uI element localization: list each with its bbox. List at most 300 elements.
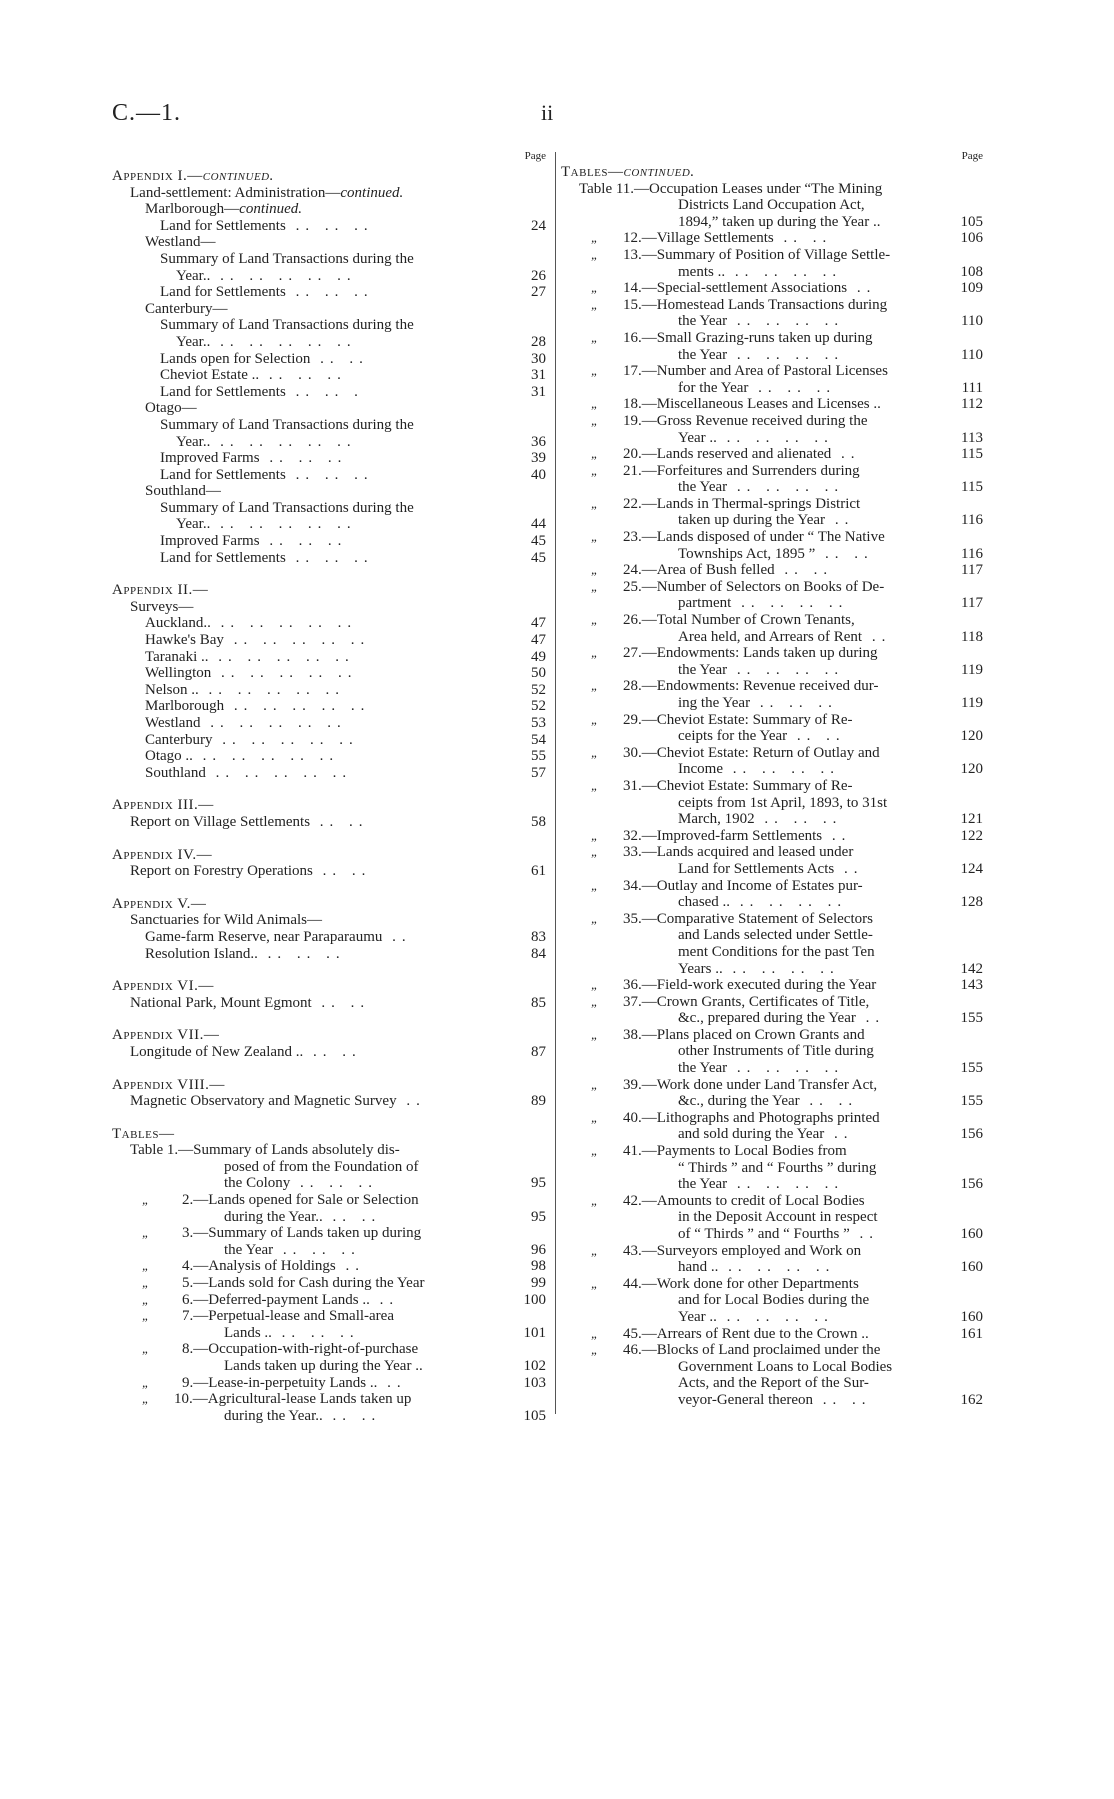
toc-entry [561, 828, 983, 845]
dot-leader: .. .. .. .. .. [210, 615, 358, 632]
page-ref: 102 [523, 1358, 546, 1374]
dot-leader: .. .. .. [259, 450, 348, 467]
toc-entry [561, 745, 983, 762]
toc-entry [112, 384, 546, 401]
toc-entry-title: hand .. .. .. .. .. [678, 1259, 836, 1276]
ditto-mark: „ [591, 1242, 599, 1258]
toc-entry-title: 26.—Total Number of Crown Tenants, [623, 612, 855, 629]
toc-entry-title: 6.—Deferred-payment Lands .. .. [182, 1291, 400, 1308]
toc-entry-title: Otago— [145, 400, 197, 417]
ditto-mark: „ [142, 1275, 150, 1291]
toc-entry-title: ceipts from 1st April, 1893, to 31st [678, 794, 888, 811]
toc-entry [561, 230, 983, 247]
toc-entry [112, 698, 546, 715]
toc-entry [112, 1225, 546, 1242]
dot-leader: .. [862, 628, 892, 645]
ditto-mark: „ [591, 1143, 599, 1159]
ditto-mark: „ [591, 645, 599, 661]
ditto-mark: „ [591, 363, 599, 379]
page-ref: 161 [960, 1325, 983, 1342]
continued-note: continued. [623, 164, 695, 180]
dot-leader: .. .. [322, 1208, 382, 1225]
toc-entry [112, 748, 546, 765]
toc-entry-title: Appendix V.— [112, 895, 207, 912]
toc-entry [112, 1375, 546, 1392]
section-gap [112, 1061, 546, 1077]
toc-entry [561, 1160, 983, 1177]
toc-entry [561, 380, 983, 397]
dot-leader: .. .. .. .. .. [205, 764, 353, 781]
page-ref: 45 [531, 549, 546, 566]
toc-entry [112, 434, 546, 451]
toc-entry [561, 330, 983, 347]
page-ref: 39 [531, 450, 546, 467]
toc-entry [112, 1325, 546, 1342]
toc-entry-title: Taranaki .. .. .. .. .. .. [145, 648, 355, 665]
dot-leader: .. .. [322, 1407, 382, 1424]
right-contents-column [561, 150, 983, 1409]
toc-entry [561, 496, 983, 513]
section-gap [112, 1110, 546, 1126]
page-ref: 110 [961, 313, 983, 330]
toc-entry-title: ceipts for the Year .. .. [678, 728, 846, 745]
toc-entry-title: 13.—Summary of Position of Village Settle- [623, 246, 891, 263]
dot-leader: .. .. .. .. .. [210, 433, 357, 450]
toc-entry-title: Land for Settlements .. .. . [160, 383, 364, 400]
toc-entry [112, 1292, 546, 1309]
toc-entry-title: Appendix I.—continued. [112, 168, 274, 184]
toc-entry-title: for the Year .. .. .. [678, 379, 837, 396]
page-ref: 103 [523, 1374, 546, 1391]
toc-entry [561, 944, 983, 961]
dot-leader: .. .. .. .. .. [211, 665, 358, 682]
page-ref: 105 [960, 213, 983, 230]
toc-entry [112, 797, 546, 814]
toc-entry [112, 251, 546, 268]
toc-entry-title: other Instruments of Title during [678, 1043, 874, 1060]
left-contents-column [112, 150, 546, 1424]
toc-entry-title: 36.—Field-work executed during the Year [623, 977, 877, 994]
page-ref: 116 [961, 545, 983, 562]
ditto-mark: „ [591, 329, 599, 345]
page-column-label: Page [961, 150, 983, 162]
page-ref: 98 [531, 1258, 546, 1275]
toc-entry [112, 334, 546, 351]
toc-entry [561, 313, 983, 330]
toc-entry-title: Hawke's Bay .. .. .. .. .. [145, 632, 371, 649]
dot-leader: .. .. .. .. .. [210, 267, 357, 284]
toc-entry [112, 1027, 546, 1044]
page-ref: 100 [523, 1291, 546, 1308]
dot-leader: .. .. .. .. [725, 263, 843, 280]
toc-entry-title: ment Conditions for the past Ten [678, 943, 875, 960]
page-ref: 52 [531, 698, 546, 715]
toc-entry-title: taken up during the Year .. [678, 512, 855, 529]
toc-entry-title: and sold during the Year .. [678, 1126, 854, 1143]
toc-entry-title: 41.—Payments to Local Bodies from [623, 1143, 847, 1160]
toc-entry-title: 4.—Analysis of Holdings .. [182, 1258, 365, 1275]
dot-leader: .. .. .. .. [722, 960, 840, 977]
toc-entry-title: Magnetic Observatory and Magnetic Survey .. [130, 1093, 426, 1110]
page-ref: 117 [961, 562, 983, 579]
page-ref: 58 [531, 813, 546, 830]
toc-entry [112, 1192, 546, 1209]
toc-entry-title: and for Local Bodies during the [678, 1292, 870, 1309]
toc-entry [112, 1044, 546, 1061]
ditto-mark: „ [591, 412, 599, 428]
toc-entry [561, 1292, 983, 1309]
toc-entry [561, 844, 983, 861]
dot-leader: .. [822, 827, 852, 844]
toc-entry [561, 463, 983, 480]
toc-entry-title: Tables— [112, 1125, 175, 1142]
toc-entry-title: 14.—Special-settlement Associations .. [623, 280, 877, 297]
ditto-mark: „ [591, 844, 599, 860]
page-ref: 106 [960, 230, 983, 247]
toc-entry [112, 351, 546, 368]
toc-entry-title: the Year .. .. .. .. [678, 661, 845, 678]
toc-entry-title: Land for Settlements .. .. .. [160, 284, 374, 301]
page-ref: 83 [531, 928, 546, 945]
toc-entry [112, 978, 546, 995]
toc-entry [112, 1408, 546, 1425]
ditto-mark: „ [591, 977, 599, 993]
toc-entry [112, 301, 546, 318]
dot-leader: .. .. [799, 1093, 859, 1110]
ditto-mark: „ [591, 1325, 599, 1341]
ditto-mark: „ [591, 910, 599, 926]
toc-entry [561, 214, 983, 231]
toc-entry [561, 1077, 983, 1094]
toc-entry [561, 678, 983, 695]
toc-entry [112, 599, 546, 616]
page-ref: 44 [531, 516, 546, 533]
ditto-mark: „ [142, 1391, 150, 1407]
toc-entry-title: Area held, and Arrears of Rent .. [678, 628, 892, 645]
toc-entry [112, 649, 546, 666]
toc-entry [112, 1126, 546, 1143]
toc-entry-title: Appendix VIII.— [112, 1076, 225, 1093]
toc-entry [561, 579, 983, 596]
page-ref: 105 [523, 1407, 546, 1424]
dot-leader: .. [847, 280, 877, 297]
dot-leader: .. .. .. .. .. [210, 333, 357, 350]
page-ref: 27 [531, 284, 546, 301]
dot-leader: .. [849, 1226, 880, 1242]
toc-entry-title: Improved Farms .. .. .. [160, 533, 348, 550]
page-column-label: Page [524, 150, 546, 162]
dot-leader: .. .. [773, 230, 833, 247]
toc-entry [112, 1077, 546, 1094]
toc-entry-title: Auckland.. .. .. .. .. .. [145, 615, 358, 632]
toc-entry-title: Report on Village Settlements .. .. [130, 813, 369, 830]
ditto-mark: „ [591, 777, 599, 793]
toc-entry [112, 946, 546, 963]
toc-entry-title: Acts, and the Report of the Sur- [678, 1375, 869, 1392]
toc-entry-title: Canterbury .. .. .. .. .. [145, 731, 359, 748]
toc-entry [561, 1209, 983, 1226]
toc-entry [561, 595, 983, 612]
dot-leader: .. .. [311, 994, 371, 1011]
toc-entry [561, 728, 983, 745]
page-ref: 119 [961, 695, 983, 711]
dot-leader: .. [825, 512, 855, 529]
ditto-mark: „ [591, 396, 599, 412]
section-gap [112, 880, 546, 896]
toc-entry-title: 45.—Arrears of Rent due to the Crown .. [623, 1325, 869, 1342]
toc-entry [112, 467, 546, 484]
toc-entry [112, 483, 546, 500]
toc-entry-title: 42.—Amounts to credit of Local Bodies [623, 1192, 865, 1209]
ditto-mark: „ [142, 1258, 150, 1274]
page-ref: 24 [531, 217, 546, 234]
dot-leader: .. .. .. .. .. [198, 681, 345, 698]
toc-entry-title: 43.—Surveyors employed and Work on [623, 1242, 862, 1259]
toc-entry-title: 10.—Agricultural-lease Lands taken up [174, 1391, 412, 1408]
toc-entry-title: 2.—Lands opened for Sale or Selection [182, 1192, 419, 1209]
page-ref: 117 [961, 595, 983, 612]
toc-entry-title: the Year .. .. .. .. [678, 479, 845, 496]
page-ref: 143 [960, 977, 983, 994]
dot-leader: .. [382, 928, 412, 945]
dot-leader: .. .. .. [754, 811, 843, 828]
toc-entry [112, 1275, 546, 1292]
toc-entry [112, 1142, 546, 1159]
ditto-mark: „ [591, 827, 599, 843]
toc-entry [112, 450, 546, 467]
toc-entry [561, 164, 983, 181]
continued-note: continued. [202, 168, 274, 184]
dot-leader: .. .. .. .. .. [208, 648, 355, 665]
toc-entry [561, 280, 983, 297]
page-ref: 113 [961, 429, 983, 446]
toc-entry-title: 32.—Improved-farm Settlements .. [623, 827, 852, 844]
toc-entry-title: 27.—Endowments: Lands taken up during [623, 645, 878, 662]
page-ref: 85 [531, 994, 546, 1011]
page-ref: 115 [961, 446, 983, 463]
page-ref: 49 [531, 648, 546, 665]
toc-entry-title: during the Year.. .. .. [224, 1208, 382, 1225]
toc-entry-title: Summary of Land Transactions during the [160, 499, 414, 516]
dot-leader: .. .. .. .. .. [200, 715, 347, 731]
toc-entry-title: 33.—Lands acquired and leased under [623, 844, 854, 861]
toc-entry-title: Appendix IV.— [112, 846, 213, 863]
page-ref: 156 [960, 1176, 983, 1193]
toc-entry-title: Southland— [145, 483, 221, 500]
page-ref: 120 [960, 728, 983, 745]
toc-entry-title: 23.—Lands disposed of under “ The Native [623, 529, 885, 546]
dot-leader: .. .. [310, 813, 369, 830]
dot-leader: .. .. .. .. [730, 894, 848, 911]
dot-leader: .. .. .. [259, 533, 348, 550]
ditto-mark: „ [591, 744, 599, 760]
page-ref: 53 [531, 715, 546, 731]
page-ref: 31 [531, 383, 546, 400]
toc-entry [112, 516, 546, 533]
toc-entry [561, 264, 983, 281]
toc-entry [561, 612, 983, 629]
toc-entry [561, 1126, 983, 1143]
dot-leader: .. .. .. [750, 695, 838, 711]
page-ref: 101 [523, 1324, 546, 1341]
ditto-mark: „ [142, 1225, 150, 1241]
dot-leader: .. .. [774, 562, 834, 579]
ditto-mark: „ [591, 280, 599, 296]
toc-entry [112, 234, 546, 251]
ditto-mark: „ [591, 1192, 599, 1208]
toc-entry [112, 665, 546, 682]
toc-entry [561, 795, 983, 812]
dot-leader: .. .. .. [271, 1324, 360, 1341]
dot-leader: .. .. .. .. [716, 1308, 834, 1325]
toc-entry [561, 778, 983, 795]
toc-entry-title: 21.—Forfeitures and Surrenders during [623, 462, 860, 479]
toc-entry [561, 1309, 983, 1326]
toc-entry-title: 16.—Small Grazing-runs taken up during [623, 329, 873, 346]
toc-entry-title: and Lands selected under Settle- [678, 927, 873, 944]
page-ref: 155 [960, 1093, 983, 1110]
ditto-mark: „ [591, 678, 599, 694]
ditto-mark: „ [591, 462, 599, 478]
toc-entry [561, 430, 983, 447]
section-gap [112, 1011, 546, 1027]
toc-entry [561, 562, 983, 579]
toc-entry [561, 1060, 983, 1077]
toc-entry [561, 347, 983, 364]
toc-entry-title: National Park, Mount Egmont .. .. [130, 994, 371, 1011]
dot-leader: .. .. .. .. [727, 479, 845, 496]
page-ref: 54 [531, 731, 546, 748]
page-ref: 111 [961, 379, 983, 396]
toc-entry [561, 1027, 983, 1044]
toc-entry [561, 1392, 983, 1409]
page-ref: 120 [960, 761, 983, 778]
page-ref: 99 [531, 1275, 546, 1292]
page-ref: 142 [960, 960, 983, 977]
toc-entry [112, 1308, 546, 1325]
page-ref: 108 [960, 263, 983, 280]
toc-entry-title: Year.. .. .. .. .. .. [176, 516, 357, 533]
toc-entry [112, 1093, 546, 1110]
dot-leader: .. .. .. [290, 1175, 378, 1192]
toc-entry-title: the Year .. .. .. [224, 1241, 361, 1258]
toc-entry [561, 645, 983, 662]
toc-entry-title: the Year .. .. .. .. [678, 1176, 845, 1193]
toc-entry-title: Appendix II.— [112, 582, 209, 599]
ditto-mark: „ [591, 578, 599, 594]
toc-entry-title: 17.—Number and Area of Pastoral Licenses [623, 363, 888, 380]
toc-entry [112, 268, 546, 285]
page-ref: 155 [960, 1010, 983, 1027]
toc-entry-title: Southland .. .. .. .. .. [145, 764, 353, 781]
toc-entry [112, 533, 546, 550]
toc-entry-title: the Colony .. .. .. [224, 1175, 378, 1192]
toc-entry [112, 168, 546, 185]
ditto-mark: „ [591, 877, 599, 893]
toc-entry [561, 529, 983, 546]
toc-entry-title: of “ Thirds ” and “ Fourths ” .. [678, 1226, 880, 1242]
toc-entry [112, 201, 546, 218]
toc-entry [112, 715, 546, 732]
page-ref: 47 [531, 632, 546, 649]
toc-entry-title: Appendix VI.— [112, 978, 214, 995]
dot-leader: .. [824, 1126, 854, 1143]
toc-entry-title: Summary of Land Transactions during the [160, 416, 414, 433]
dot-leader: .. .. .. .. .. [223, 632, 371, 649]
toc-entry-title: Longitude of New Zealand .. .. .. [130, 1043, 362, 1060]
dot-leader: .. .. .. .. .. [212, 731, 359, 748]
dot-leader: .. .. .. [285, 217, 374, 234]
dot-leader: .. .. [787, 728, 846, 745]
toc-entry-title: Nelson .. .. .. .. .. .. [145, 681, 345, 698]
dot-leader: .. .. .. .. [727, 346, 845, 363]
ditto-mark: „ [142, 1374, 150, 1390]
page-ref: 156 [960, 1126, 983, 1143]
toc-entry-title: ing the Year .. .. .. [678, 695, 838, 711]
toc-entry [561, 1143, 983, 1160]
page-ref: 50 [531, 665, 546, 682]
dot-leader: .. [335, 1258, 365, 1275]
toc-entry-title: “ Thirds ” and “ Fourths ” during [678, 1159, 877, 1176]
toc-entry-title: 12.—Village Settlements .. .. [623, 230, 833, 247]
toc-entry [561, 1259, 983, 1276]
toc-entry-title: Year .. .. .. .. .. [678, 1308, 834, 1325]
ditto-mark: „ [591, 446, 599, 462]
toc-entry [561, 1226, 983, 1243]
page-ref: 118 [961, 628, 983, 645]
ditto-mark: „ [591, 246, 599, 262]
toc-entry-title: 31.—Cheviot Estate: Summary of Re- [623, 777, 853, 794]
toc-entry [561, 1176, 983, 1193]
toc-entry-title: Townships Act, 1895 ” .. .. [678, 545, 874, 562]
toc-entry-title: Report on Forestry Operations .. .. [130, 863, 372, 880]
toc-entry [561, 197, 983, 214]
toc-entry-title: Game-farm Reserve, near Paraparaumu .. [145, 928, 412, 945]
toc-entry [561, 396, 983, 413]
toc-entry-title: Canterbury— [145, 300, 228, 317]
dot-leader: .. [377, 1374, 407, 1391]
toc-entry-title: Year.. .. .. .. .. .. [176, 433, 357, 450]
toc-entry [112, 1341, 546, 1358]
dot-leader: .. .. [815, 545, 874, 562]
toc-entry-title: Marlborough .. .. .. .. .. [145, 698, 371, 715]
page-ref: 119 [961, 661, 983, 678]
toc-entry-title: posed of from the Foundation of [224, 1158, 419, 1175]
toc-entry-title: 38.—Plans placed on Crown Grants and [623, 1026, 865, 1043]
dot-leader: .. .. .. .. .. [224, 698, 371, 715]
toc-entry-title: Westland— [145, 234, 216, 251]
toc-entry-title: 7.—Perpetual-lease and Small-area [182, 1308, 394, 1325]
toc-entry [561, 811, 983, 828]
toc-entry [112, 765, 546, 782]
toc-entry-title: Otago .. .. .. .. .. .. [145, 748, 340, 765]
toc-entry-title: the Year .. .. .. .. [678, 346, 845, 363]
toc-entry [112, 929, 546, 946]
page-ref: 28 [531, 333, 546, 350]
page-ref: 160 [960, 1308, 983, 1325]
dot-leader: .. .. .. .. [722, 761, 840, 778]
ditto-mark: „ [591, 1026, 599, 1042]
toc-entry [112, 995, 546, 1012]
ditto-mark: „ [591, 1275, 599, 1291]
toc-entry [561, 446, 983, 463]
toc-entry [112, 317, 546, 334]
ditto-mark: „ [591, 1342, 599, 1358]
dot-leader: .. .. .. .. [727, 313, 845, 330]
toc-entry-title: Year.. .. .. .. .. .. [176, 333, 357, 350]
toc-entry-title: ments .. .. .. .. .. [678, 263, 843, 280]
toc-entry-title: Sanctuaries for Wild Animals— [130, 912, 323, 929]
